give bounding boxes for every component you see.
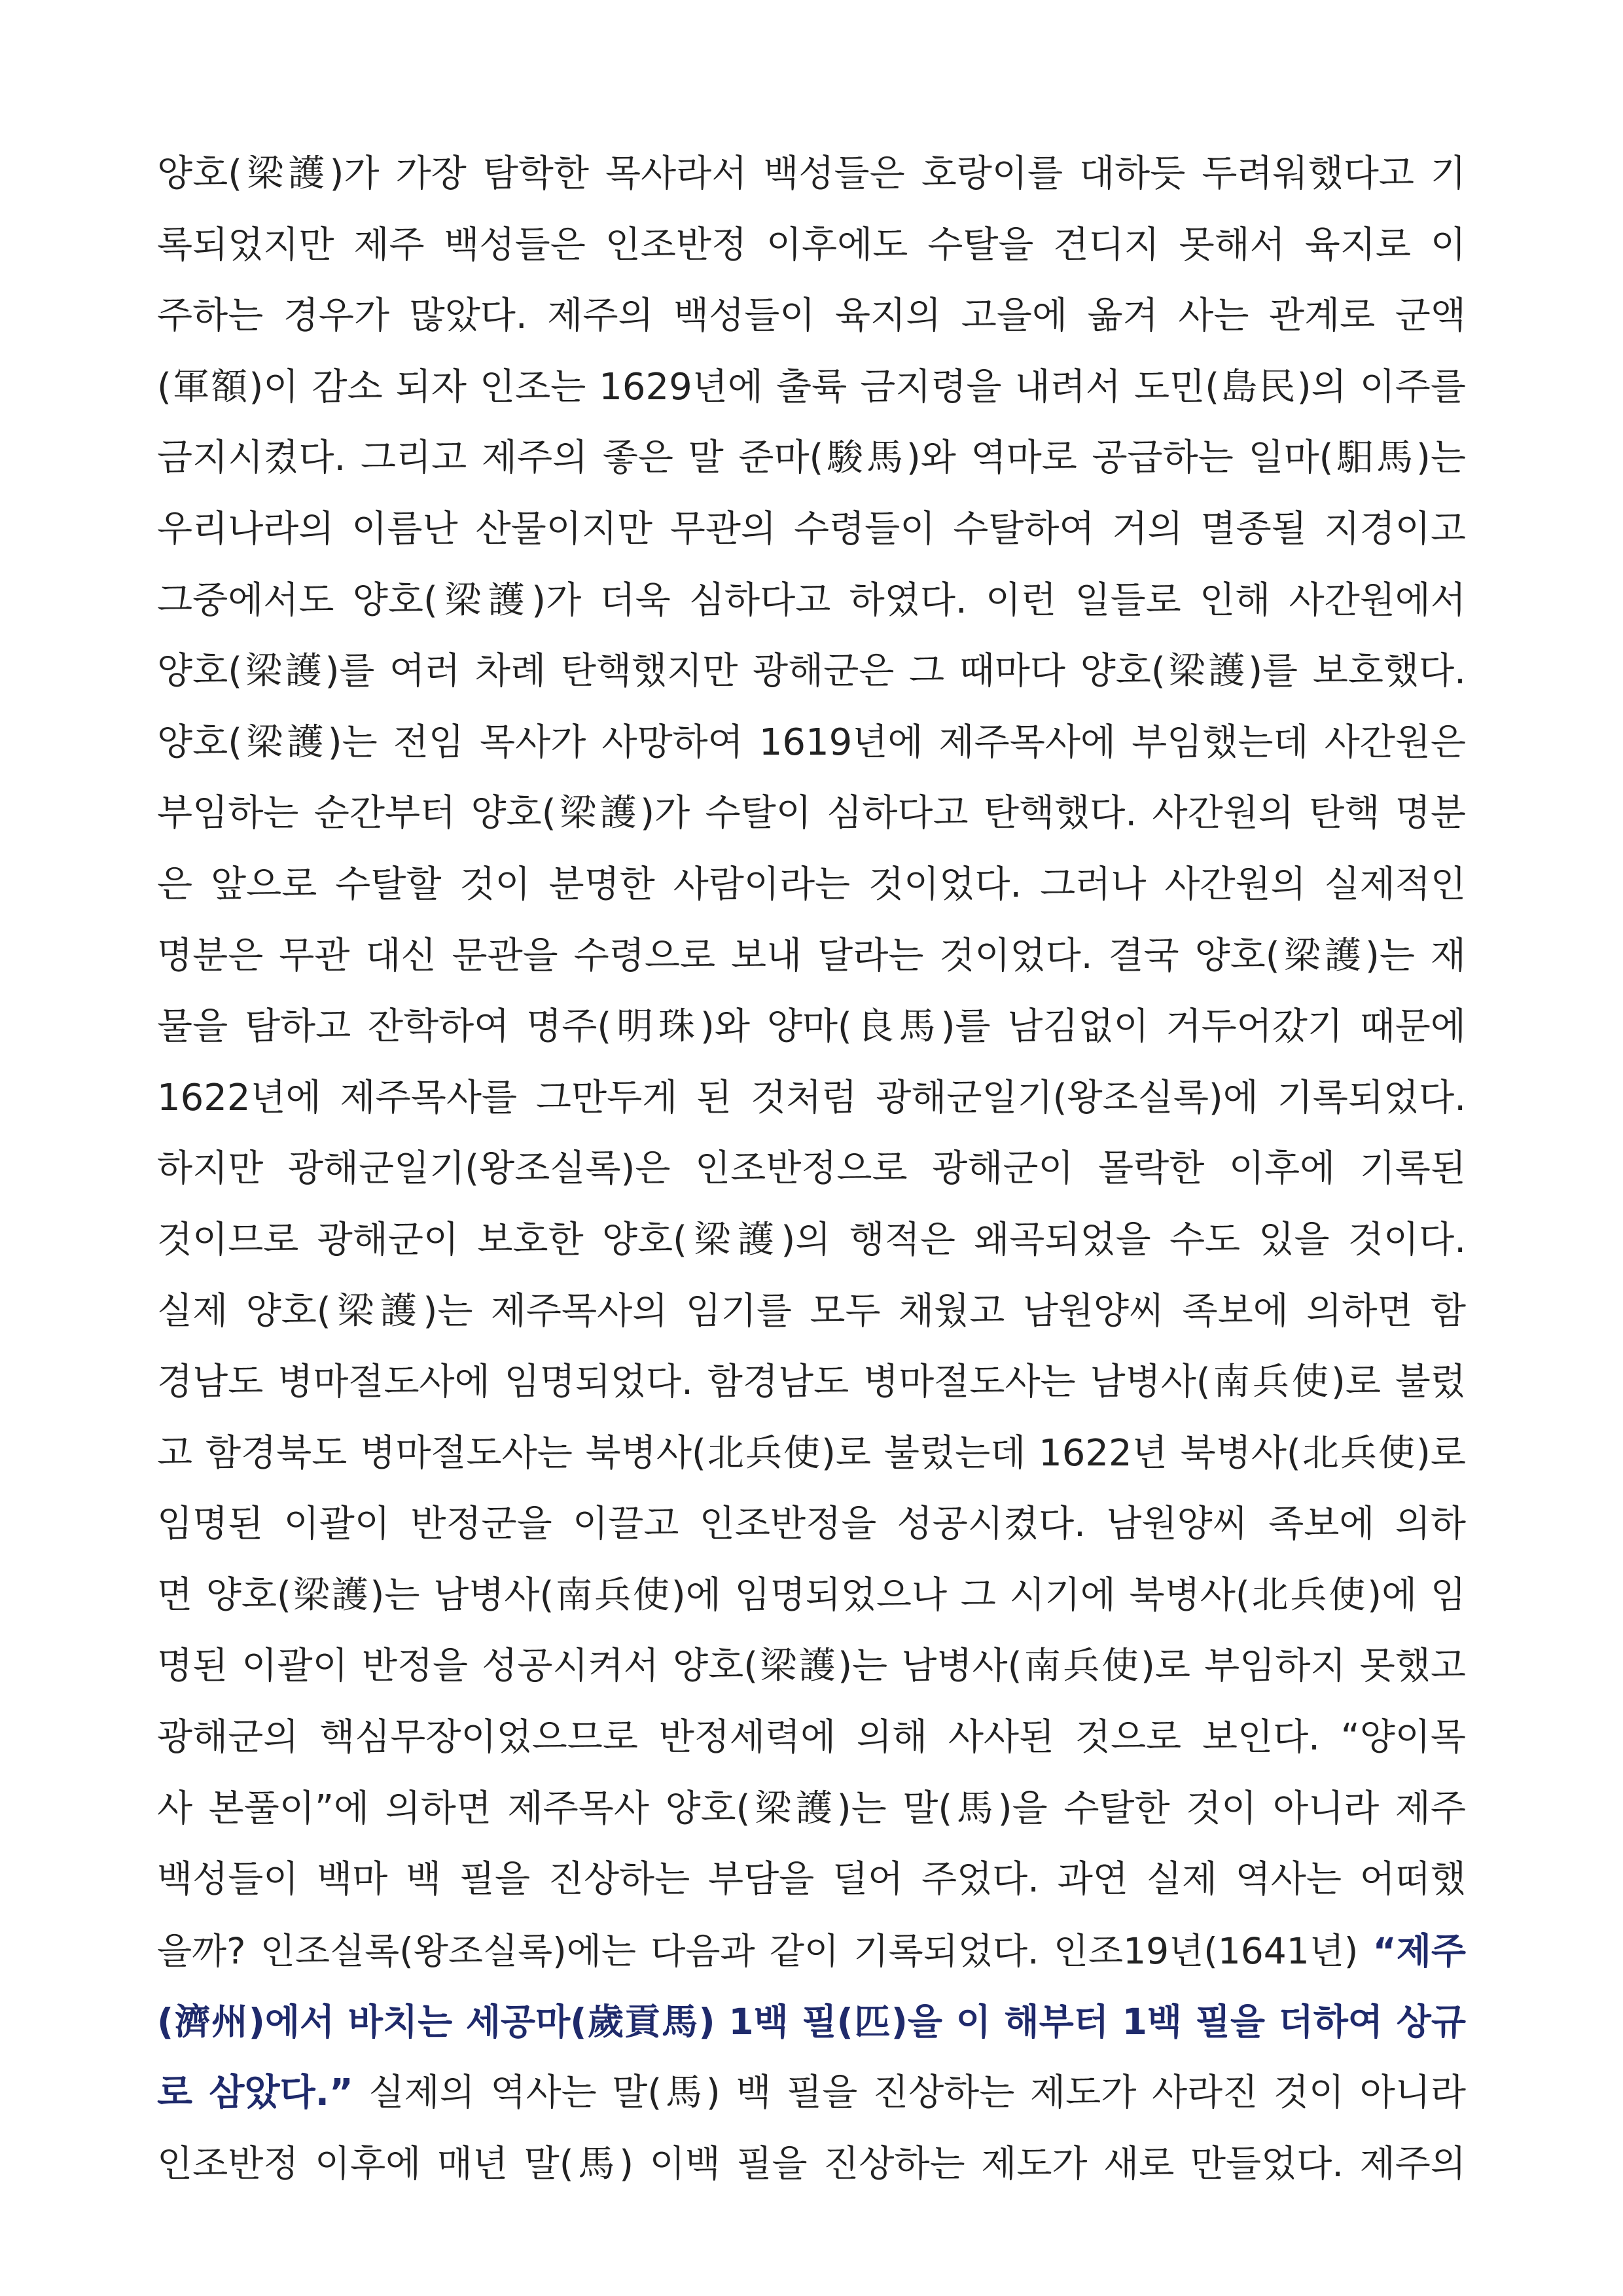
text-line [157,1276,1466,1348]
text-segment: 사 본풀이”에 의하면 제주목사 양호(梁護)는 말(馬)을 수탈한 것이 아니라 제주 [157,1787,1466,1830]
text-line [157,921,1466,992]
text-line [157,1063,1466,1134]
body-paragraph [157,139,1466,2200]
text-segment: 부임하는 순간부터 양호(梁護)가 수탈이 심하다고 탄핵했다. 사간원의 탄핵 명분 [157,792,1466,835]
text-segment: 우리나라의 이름난 산물이지만 무관의 수령들이 수탈하여 거의 멸종될 지경이고 [157,507,1466,550]
text-segment: 록되었지만 제주 백성들은 인조반정 이후에도 수탈을 견디지 못해서 육지로 이 [157,223,1466,266]
text-line [157,1631,1466,1702]
text-segment: 명분은 무관 대신 문관을 수령으로 보내 달라는 것이었다. 결국 양호(梁護)는 재 [157,934,1466,977]
text-line [157,1489,1466,1560]
text-segment: 실제 양호(梁護)는 제주목사의 임기를 모두 채웠고 남원양씨 족보에 의하면 함 [157,1289,1466,1333]
text-line [157,494,1466,565]
text-line [157,423,1466,494]
text-line [157,1418,1466,1490]
text-line [157,139,1466,210]
text-line [157,1134,1466,1205]
quote-highlight: “제주 [1372,1929,1466,1972]
text-segment: 양호(梁護)가 가장 탐학한 목사라서 백성들은 호랑이를 대하듯 두려워했다고 기 [157,152,1466,195]
text-segment: 경남도 병마절도사에 임명되었다. 함경남도 병마절도사는 남병사(南兵使)로 불렀 [157,1361,1466,1404]
text-segment: 주하는 경우가 많았다. 제주의 백성들이 육지의 고을에 옮겨 사는 관계로 군액 [157,295,1466,338]
quote-highlight: 로 삼았다.” [157,2072,353,2115]
text-line [157,1844,1466,1916]
text-line [157,2058,1466,2129]
text-segment: 을까? 인조실록(왕조실록)에는 다음과 같이 기록되었다. 인조19년(1641년) [157,1929,1373,1972]
text-segment: 면 양호(梁護)는 남병사(南兵使)에 임명되었으나 그 시기에 북병사(北兵使)에 임 [157,1573,1466,1617]
text-segment: 하지만 광해군일기(왕조실록)은 인조반정으로 광해군이 몰락한 이후에 기록된 [157,1147,1466,1191]
text-line [157,850,1466,921]
text-line [157,210,1466,281]
text-segment: 것이므로 광해군이 보호한 양호(梁護)의 행적은 왜곡되었을 수도 있을 것이다. [157,1218,1466,1261]
text-line [157,352,1466,423]
text-segment: 1622년에 제주목사를 그만두게 된 것처럼 광해군일기(왕조실록)에 기록되었다. [157,1076,1466,1119]
text-line [157,1986,1466,2058]
text-segment: 양호(梁護)를 여러 차례 탄핵했지만 광해군은 그 때마다 양호(梁護)를 보호했다. [157,650,1466,693]
text-line [157,281,1466,352]
text-segment: 광해군의 핵심무장이었으므로 반정세력에 의해 사사된 것으로 보인다. “양이목 [157,1716,1466,1759]
text-segment: 인조반정 이후에 매년 말(馬) 이백 필을 진상하는 제도가 새로 만들었다. 제주의 [157,2142,1466,2185]
text-line [157,992,1466,1063]
text-segment: 금지시켰다. 그리고 제주의 좋은 말 준마(駿馬)와 역마로 공급하는 일마(馹馬)는 [157,437,1466,480]
text-line [157,1347,1466,1418]
text-line [157,1205,1466,1276]
text-segment: 은 앞으로 수탈할 것이 분명한 사람이라는 것이었다. 그러나 사간원의 실제적인 [157,863,1466,906]
text-segment: 물을 탐하고 잔학하여 명주(明珠)와 양마(良馬)를 남김없이 거두어갔기 때문에 [157,1005,1466,1049]
text-line [157,636,1466,708]
text-segment: 양호(梁護)는 전임 목사가 사망하여 1619년에 제주목사에 부임했는데 사간원은 [157,721,1466,764]
text-segment: 명된 이괄이 반정을 성공시켜서 양호(梁護)는 남병사(南兵使)로 부임하지 못했고 [157,1645,1466,1688]
text-line [157,778,1466,850]
text-line [157,1774,1466,1845]
text-segment: 백성들이 백마 백 필을 진상하는 부담을 덜어 주었다. 과연 실제 역사는 어떠했 [157,1858,1466,1901]
text-segment: 임명된 이괄이 반정군을 이끌고 인조반정을 성공시켰다. 남원양씨 족보에 의하 [157,1503,1466,1546]
text-line [157,565,1466,637]
text-segment: 실제의 역사는 말(馬) 백 필을 진상하는 제도가 사라진 것이 아니라 [353,2072,1466,2115]
text-line [157,2129,1466,2200]
text-line [157,1916,1466,1987]
text-line [157,1560,1466,1632]
text-segment: (軍額)이 감소 되자 인조는 1629년에 출륙 금지령을 내려서 도민(島民)의 이주를 [157,365,1466,408]
text-segment: 그중에서도 양호(梁護)가 더욱 심하다고 하였다. 이런 일들로 인해 사간원에서 [157,579,1466,622]
quote-highlight: (濟州)에서 바치는 세공마(歲貢馬) 1백 필(匹)을 이 해부터 1백 필을 더하여 상규 [157,2001,1466,2043]
text-line [157,708,1466,779]
text-segment: 고 함경북도 병마절도사는 북병사(北兵使)로 불렀는데 1622년 북병사(北兵使)로 [157,1431,1466,1475]
text-line [157,1702,1466,1774]
